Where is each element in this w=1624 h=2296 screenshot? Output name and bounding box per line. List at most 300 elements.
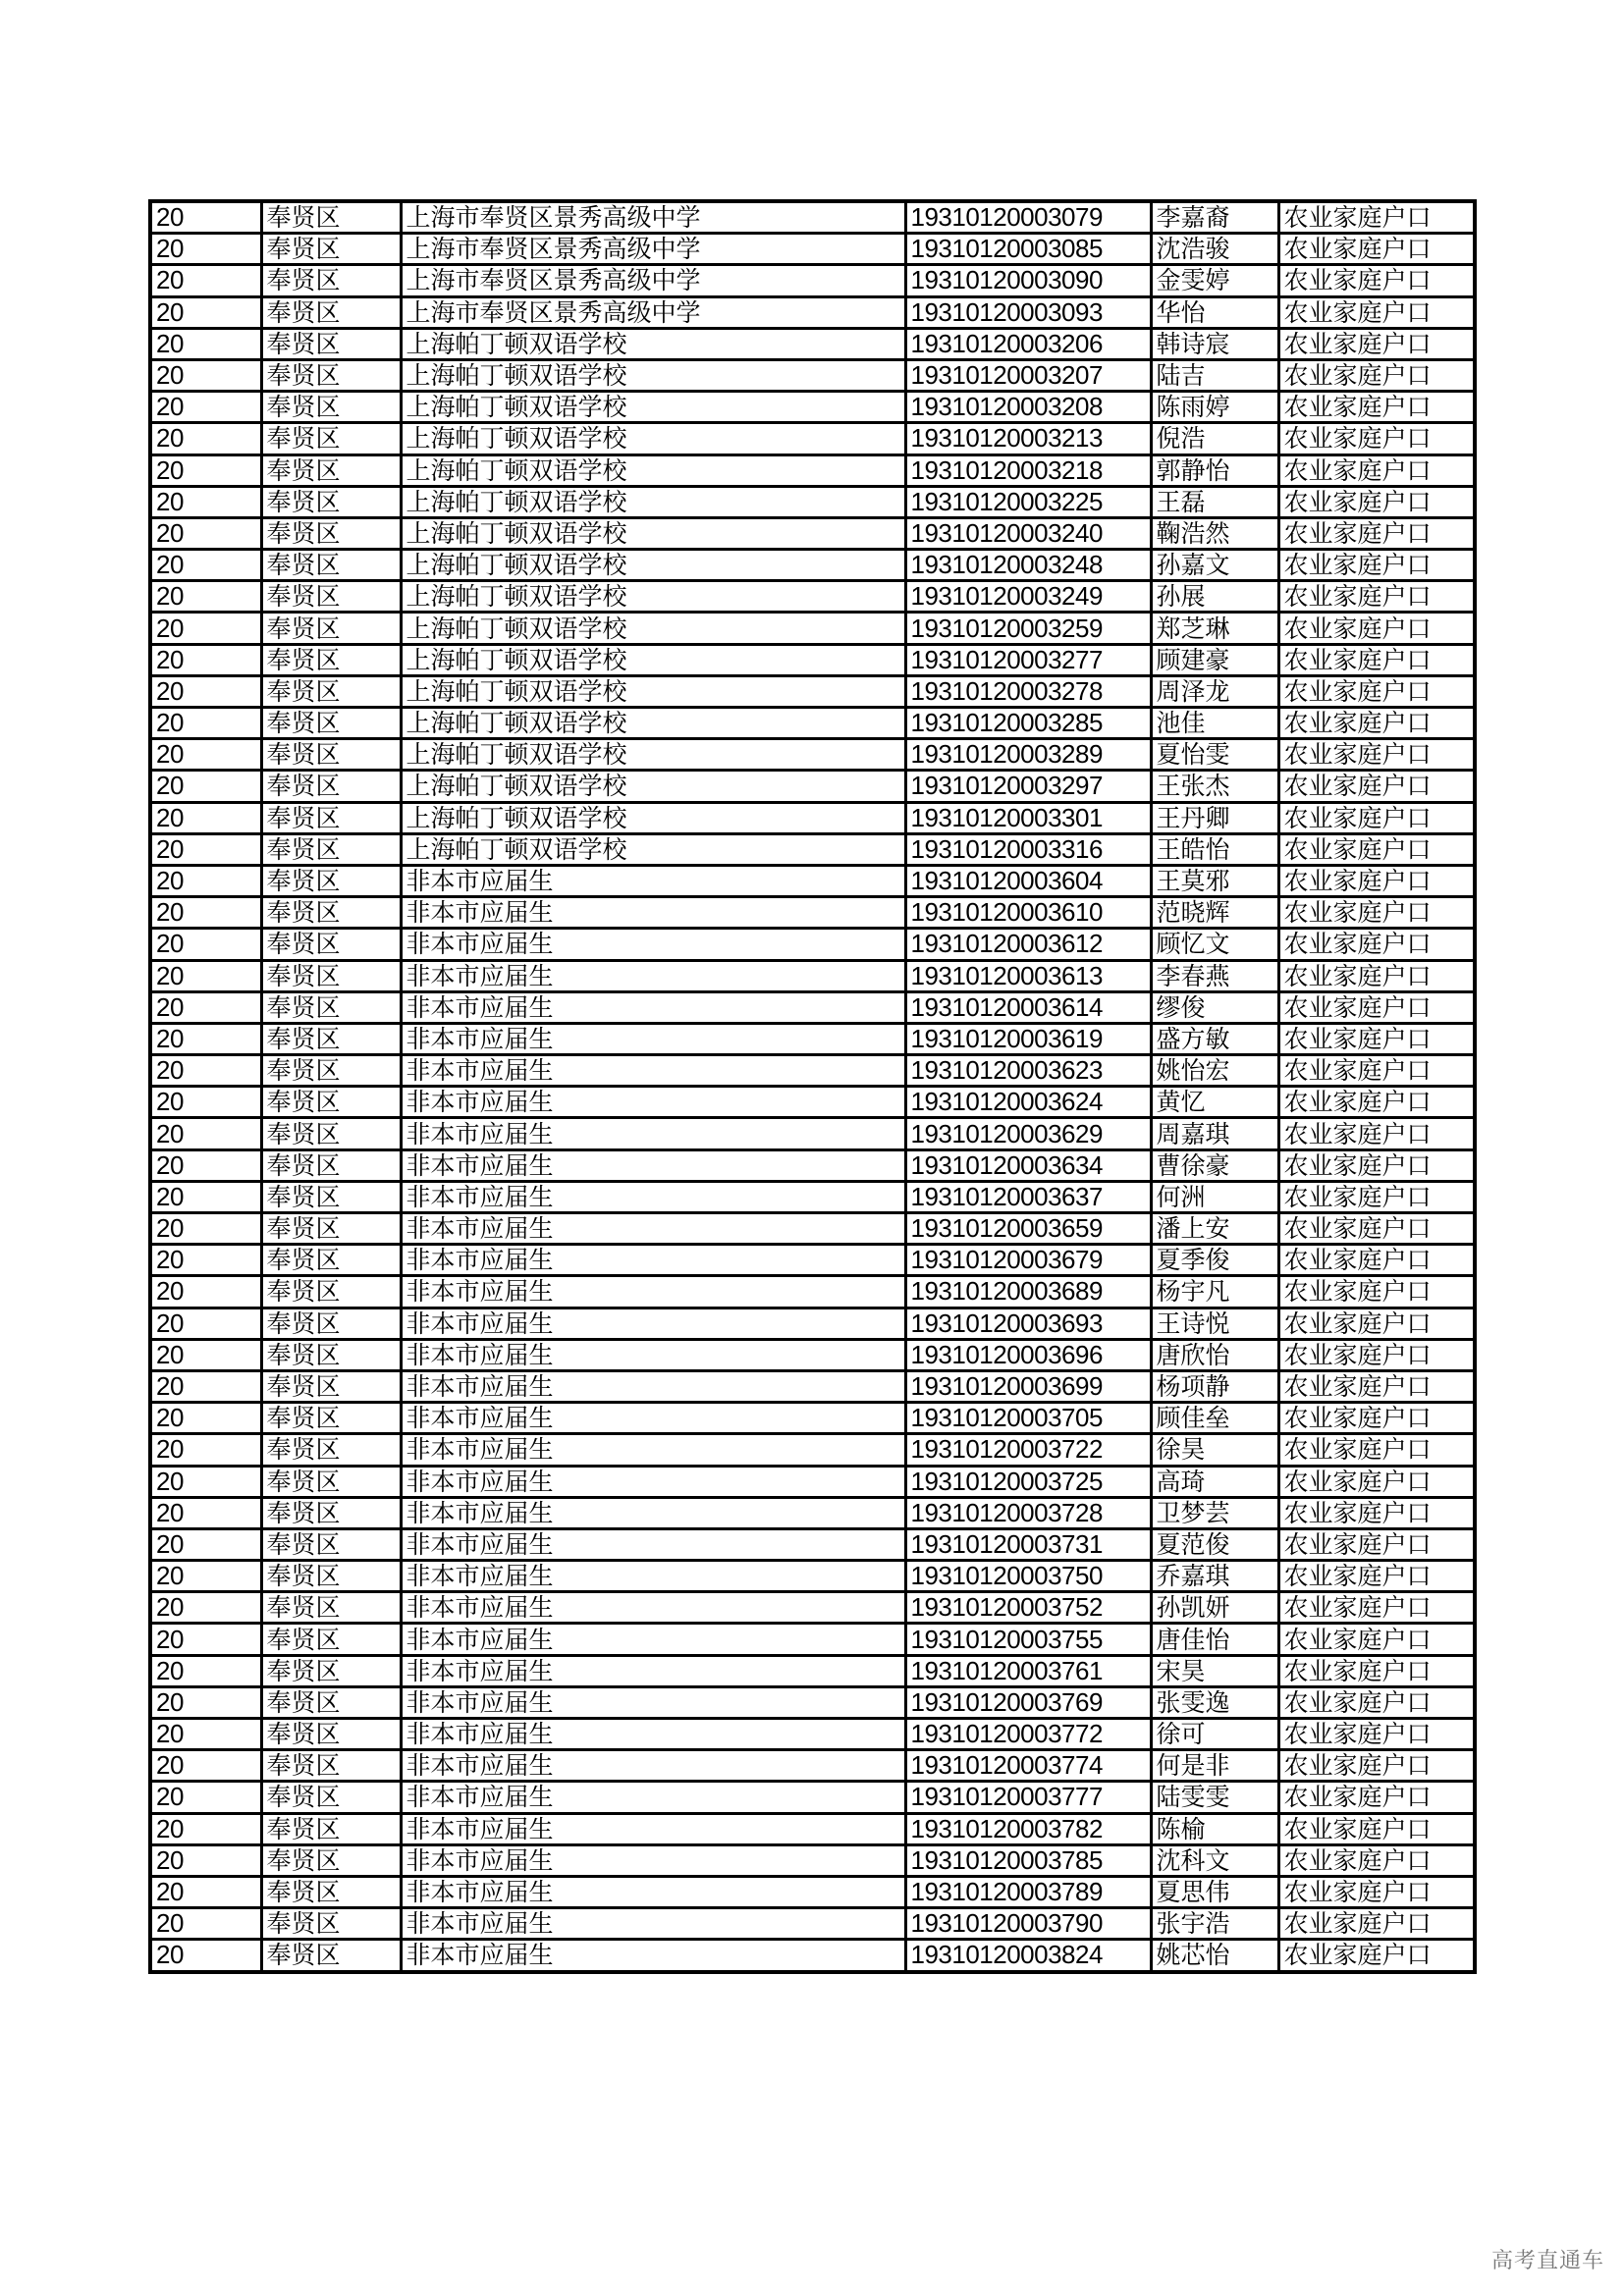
district-cell: 奉贤区 xyxy=(261,1308,401,1339)
school-cell: 上海帕丁顿双语学校 xyxy=(401,550,905,581)
district-cell: 奉贤区 xyxy=(261,1528,401,1560)
code-cell: 20 xyxy=(150,296,261,328)
table-row xyxy=(150,1497,1475,1528)
code-cell: 20 xyxy=(150,1528,261,1560)
table-row xyxy=(150,1149,1475,1181)
exam-id-cell: 19310120003208 xyxy=(905,392,1151,423)
household-type-cell: 农业家庭户口 xyxy=(1278,1561,1475,1592)
name-cell: 夏季俊 xyxy=(1151,1245,1278,1276)
household-type-cell: 农业家庭户口 xyxy=(1278,423,1475,454)
table-row xyxy=(150,581,1475,613)
table-row xyxy=(150,517,1475,549)
district-cell: 奉贤区 xyxy=(261,1497,401,1528)
household-type-cell: 农业家庭户口 xyxy=(1278,675,1475,707)
name-cell: 姚芯怡 xyxy=(1151,1940,1278,1972)
table-row xyxy=(150,1908,1475,1940)
table-row xyxy=(150,1403,1475,1434)
school-cell: 非本市应届生 xyxy=(401,1308,905,1339)
table-row xyxy=(150,1624,1475,1655)
name-cell: 沈科文 xyxy=(1151,1844,1278,1876)
district-cell: 奉贤区 xyxy=(261,1624,401,1655)
school-cell: 非本市应届生 xyxy=(401,1403,905,1434)
household-type-cell: 农业家庭户口 xyxy=(1278,1528,1475,1560)
exam-id-cell: 19310120003316 xyxy=(905,833,1151,865)
household-type-cell: 农业家庭户口 xyxy=(1278,1719,1475,1750)
school-cell: 非本市应届生 xyxy=(401,1592,905,1624)
household-type-cell: 农业家庭户口 xyxy=(1278,708,1475,739)
code-cell: 20 xyxy=(150,392,261,423)
household-type-cell: 农业家庭户口 xyxy=(1278,1497,1475,1528)
table-row xyxy=(150,1087,1475,1118)
code-cell: 20 xyxy=(150,802,261,833)
district-cell: 奉贤区 xyxy=(261,1339,401,1370)
table-row xyxy=(150,1118,1475,1149)
code-cell: 20 xyxy=(150,1719,261,1750)
table-row xyxy=(150,1276,1475,1308)
table-row xyxy=(150,423,1475,454)
name-cell: 高琦 xyxy=(1151,1466,1278,1497)
district-cell: 奉贤区 xyxy=(261,1750,401,1782)
district-cell: 奉贤区 xyxy=(261,644,401,675)
name-cell: 鞠浩然 xyxy=(1151,517,1278,549)
table-row xyxy=(150,675,1475,707)
school-cell: 上海市奉贤区景秀高级中学 xyxy=(401,265,905,296)
name-cell: 卫梦芸 xyxy=(1151,1497,1278,1528)
exam-id-cell: 19310120003731 xyxy=(905,1528,1151,1560)
school-cell: 非本市应届生 xyxy=(401,1276,905,1308)
household-type-cell: 农业家庭户口 xyxy=(1278,865,1475,896)
table-row xyxy=(150,1023,1475,1054)
name-cell: 乔嘉琪 xyxy=(1151,1561,1278,1592)
school-cell: 非本市应届生 xyxy=(401,1149,905,1181)
school-cell: 非本市应届生 xyxy=(401,1876,905,1907)
code-cell: 20 xyxy=(150,991,261,1023)
exam-id-cell: 19310120003278 xyxy=(905,675,1151,707)
household-type-cell: 农业家庭户口 xyxy=(1278,265,1475,296)
district-cell: 奉贤区 xyxy=(261,1655,401,1686)
district-cell: 奉贤区 xyxy=(261,359,401,391)
table-row xyxy=(150,897,1475,929)
exam-id-cell: 19310120003752 xyxy=(905,1592,1151,1624)
code-cell: 20 xyxy=(150,1592,261,1624)
name-cell: 金雯婷 xyxy=(1151,265,1278,296)
code-cell: 20 xyxy=(150,550,261,581)
exam-id-cell: 19310120003705 xyxy=(905,1403,1151,1434)
code-cell: 20 xyxy=(150,897,261,929)
school-cell: 非本市应届生 xyxy=(401,960,905,991)
name-cell: 姚怡宏 xyxy=(1151,1055,1278,1087)
name-cell: 宋昊 xyxy=(1151,1655,1278,1686)
district-cell: 奉贤区 xyxy=(261,1181,401,1212)
school-cell: 上海帕丁顿双语学校 xyxy=(401,454,905,486)
table-row xyxy=(150,1719,1475,1750)
household-type-cell: 农业家庭户口 xyxy=(1278,897,1475,929)
exam-id-cell: 19310120003206 xyxy=(905,328,1151,359)
household-type-cell: 农业家庭户口 xyxy=(1278,1876,1475,1907)
exam-id-cell: 19310120003093 xyxy=(905,296,1151,328)
district-cell: 奉贤区 xyxy=(261,328,401,359)
school-cell: 上海帕丁顿双语学校 xyxy=(401,644,905,675)
code-cell: 20 xyxy=(150,739,261,771)
table-row xyxy=(150,1813,1475,1844)
table-row xyxy=(150,1213,1475,1245)
household-type-cell: 农业家庭户口 xyxy=(1278,1624,1475,1655)
household-type-cell: 农业家庭户口 xyxy=(1278,234,1475,265)
exam-id-cell: 19310120003297 xyxy=(905,771,1151,802)
code-cell: 20 xyxy=(150,1276,261,1308)
exam-id-cell: 19310120003207 xyxy=(905,359,1151,391)
school-cell: 上海帕丁顿双语学校 xyxy=(401,802,905,833)
name-cell: 夏思伟 xyxy=(1151,1876,1278,1907)
district-cell: 奉贤区 xyxy=(261,1149,401,1181)
table-row xyxy=(150,1339,1475,1370)
household-type-cell: 农业家庭户口 xyxy=(1278,392,1475,423)
household-type-cell: 农业家庭户口 xyxy=(1278,833,1475,865)
name-cell: 孙嘉文 xyxy=(1151,550,1278,581)
district-cell: 奉贤区 xyxy=(261,739,401,771)
household-type-cell: 农业家庭户口 xyxy=(1278,802,1475,833)
name-cell: 王张杰 xyxy=(1151,771,1278,802)
household-type-cell: 农业家庭户口 xyxy=(1278,929,1475,960)
table-row xyxy=(150,296,1475,328)
exam-id-cell: 19310120003624 xyxy=(905,1087,1151,1118)
exam-id-cell: 19310120003225 xyxy=(905,486,1151,517)
district-cell: 奉贤区 xyxy=(261,1087,401,1118)
household-type-cell: 农业家庭户口 xyxy=(1278,1686,1475,1718)
table-row xyxy=(150,865,1475,896)
district-cell: 奉贤区 xyxy=(261,1434,401,1466)
code-cell: 20 xyxy=(150,1940,261,1972)
exam-id-cell: 19310120003289 xyxy=(905,739,1151,771)
household-type-cell: 农业家庭户口 xyxy=(1278,644,1475,675)
code-cell: 20 xyxy=(150,1308,261,1339)
school-cell: 非本市应届生 xyxy=(401,865,905,896)
household-type-cell: 农业家庭户口 xyxy=(1278,1592,1475,1624)
household-type-cell: 农业家庭户口 xyxy=(1278,201,1475,234)
district-cell: 奉贤区 xyxy=(261,1561,401,1592)
table-row xyxy=(150,454,1475,486)
code-cell: 20 xyxy=(150,1055,261,1087)
school-cell: 非本市应届生 xyxy=(401,1118,905,1149)
code-cell: 20 xyxy=(150,234,261,265)
code-cell: 20 xyxy=(150,1023,261,1054)
household-type-cell: 农业家庭户口 xyxy=(1278,1308,1475,1339)
code-cell: 20 xyxy=(150,1181,261,1212)
exam-id-cell: 19310120003689 xyxy=(905,1276,1151,1308)
table-row xyxy=(150,392,1475,423)
household-type-cell: 农业家庭户口 xyxy=(1278,771,1475,802)
household-type-cell: 农业家庭户口 xyxy=(1278,1813,1475,1844)
table-row xyxy=(150,1655,1475,1686)
school-cell: 非本市应届生 xyxy=(401,1370,905,1402)
school-cell: 上海市奉贤区景秀高级中学 xyxy=(401,234,905,265)
school-cell: 上海市奉贤区景秀高级中学 xyxy=(401,296,905,328)
table-row xyxy=(150,1686,1475,1718)
code-cell: 20 xyxy=(150,1118,261,1149)
name-cell: 缪俊 xyxy=(1151,991,1278,1023)
name-cell: 李嘉裔 xyxy=(1151,201,1278,234)
exam-id-cell: 19310120003259 xyxy=(905,613,1151,644)
district-cell: 奉贤区 xyxy=(261,265,401,296)
name-cell: 王磊 xyxy=(1151,486,1278,517)
table-row xyxy=(150,359,1475,391)
district-cell: 奉贤区 xyxy=(261,423,401,454)
exam-id-cell: 19310120003629 xyxy=(905,1118,1151,1149)
name-cell: 陈雨婷 xyxy=(1151,392,1278,423)
district-cell: 奉贤区 xyxy=(261,201,401,234)
code-cell: 20 xyxy=(150,1624,261,1655)
household-type-cell: 农业家庭户口 xyxy=(1278,1023,1475,1054)
district-cell: 奉贤区 xyxy=(261,550,401,581)
name-cell: 顾建豪 xyxy=(1151,644,1278,675)
household-type-cell: 农业家庭户口 xyxy=(1278,1276,1475,1308)
code-cell: 20 xyxy=(150,1149,261,1181)
code-cell: 20 xyxy=(150,1087,261,1118)
school-cell: 上海帕丁顿双语学校 xyxy=(401,833,905,865)
district-cell: 奉贤区 xyxy=(261,234,401,265)
household-type-cell: 农业家庭户口 xyxy=(1278,1055,1475,1087)
school-cell: 上海帕丁顿双语学校 xyxy=(401,771,905,802)
code-cell: 20 xyxy=(150,201,261,234)
table-row xyxy=(150,1181,1475,1212)
exam-id-cell: 19310120003285 xyxy=(905,708,1151,739)
name-cell: 孙展 xyxy=(1151,581,1278,613)
name-cell: 孙凯妍 xyxy=(1151,1592,1278,1624)
code-cell: 20 xyxy=(150,1213,261,1245)
table-row xyxy=(150,1434,1475,1466)
code-cell: 20 xyxy=(150,517,261,549)
exam-id-cell: 19310120003610 xyxy=(905,897,1151,929)
district-cell: 奉贤区 xyxy=(261,991,401,1023)
exam-id-cell: 19310120003240 xyxy=(905,517,1151,549)
district-cell: 奉贤区 xyxy=(261,1686,401,1718)
exam-id-cell: 19310120003659 xyxy=(905,1213,1151,1245)
household-type-cell: 农业家庭户口 xyxy=(1278,1750,1475,1782)
name-cell: 张宇浩 xyxy=(1151,1908,1278,1940)
code-cell: 20 xyxy=(150,644,261,675)
exam-id-cell: 19310120003755 xyxy=(905,1624,1151,1655)
district-cell: 奉贤区 xyxy=(261,929,401,960)
name-cell: 池佳 xyxy=(1151,708,1278,739)
exam-id-cell: 19310120003725 xyxy=(905,1466,1151,1497)
district-cell: 奉贤区 xyxy=(261,1245,401,1276)
table-row xyxy=(150,708,1475,739)
exam-id-cell: 19310120003699 xyxy=(905,1370,1151,1402)
district-cell: 奉贤区 xyxy=(261,517,401,549)
code-cell: 20 xyxy=(150,1403,261,1434)
household-type-cell: 农业家庭户口 xyxy=(1278,960,1475,991)
school-cell: 上海市奉贤区景秀高级中学 xyxy=(401,201,905,234)
exam-id-cell: 19310120003728 xyxy=(905,1497,1151,1528)
household-type-cell: 农业家庭户口 xyxy=(1278,1181,1475,1212)
name-cell: 王皓怡 xyxy=(1151,833,1278,865)
code-cell: 20 xyxy=(150,708,261,739)
exam-id-cell: 19310120003774 xyxy=(905,1750,1151,1782)
household-type-cell: 农业家庭户口 xyxy=(1278,581,1475,613)
watermark: 高考直通车 xyxy=(1490,2249,1604,2273)
household-type-cell: 农业家庭户口 xyxy=(1278,1940,1475,1972)
table-row xyxy=(150,991,1475,1023)
exam-id-cell: 19310120003693 xyxy=(905,1308,1151,1339)
household-type-cell: 农业家庭户口 xyxy=(1278,1908,1475,1940)
exam-id-cell: 19310120003777 xyxy=(905,1782,1151,1813)
code-cell: 20 xyxy=(150,771,261,802)
school-cell: 上海帕丁顿双语学校 xyxy=(401,675,905,707)
name-cell: 王莫邪 xyxy=(1151,865,1278,896)
table-row xyxy=(150,486,1475,517)
school-cell: 非本市应届生 xyxy=(401,1750,905,1782)
name-cell: 韩诗宸 xyxy=(1151,328,1278,359)
school-cell: 非本市应届生 xyxy=(401,1940,905,1972)
exam-id-cell: 19310120003612 xyxy=(905,929,1151,960)
exam-id-cell: 19310120003623 xyxy=(905,1055,1151,1087)
name-cell: 周泽龙 xyxy=(1151,675,1278,707)
name-cell: 陆雯雯 xyxy=(1151,1782,1278,1813)
household-type-cell: 农业家庭户口 xyxy=(1278,1087,1475,1118)
name-cell: 倪浩 xyxy=(1151,423,1278,454)
name-cell: 杨项静 xyxy=(1151,1370,1278,1402)
school-cell: 非本市应届生 xyxy=(401,1908,905,1940)
name-cell: 王丹卿 xyxy=(1151,802,1278,833)
code-cell: 20 xyxy=(150,960,261,991)
table-row xyxy=(150,550,1475,581)
district-cell: 奉贤区 xyxy=(261,1055,401,1087)
school-cell: 非本市应届生 xyxy=(401,1055,905,1087)
code-cell: 20 xyxy=(150,1876,261,1907)
household-type-cell: 农业家庭户口 xyxy=(1278,1339,1475,1370)
name-cell: 王诗悦 xyxy=(1151,1308,1278,1339)
district-cell: 奉贤区 xyxy=(261,1592,401,1624)
district-cell: 奉贤区 xyxy=(261,960,401,991)
name-cell: 潘上安 xyxy=(1151,1213,1278,1245)
table-row xyxy=(150,1844,1475,1876)
name-cell: 沈浩骏 xyxy=(1151,234,1278,265)
household-type-cell: 农业家庭户口 xyxy=(1278,991,1475,1023)
school-cell: 上海帕丁顿双语学校 xyxy=(401,708,905,739)
school-cell: 非本市应届生 xyxy=(401,1561,905,1592)
district-cell: 奉贤区 xyxy=(261,1466,401,1497)
exam-id-cell: 19310120003696 xyxy=(905,1339,1151,1370)
school-cell: 上海帕丁顿双语学校 xyxy=(401,359,905,391)
name-cell: 徐可 xyxy=(1151,1719,1278,1750)
household-type-cell: 农业家庭户口 xyxy=(1278,1782,1475,1813)
household-type-cell: 农业家庭户口 xyxy=(1278,1245,1475,1276)
exam-id-cell: 19310120003634 xyxy=(905,1149,1151,1181)
table-row xyxy=(150,1308,1475,1339)
code-cell: 20 xyxy=(150,1370,261,1402)
school-cell: 上海帕丁顿双语学校 xyxy=(401,486,905,517)
school-cell: 非本市应届生 xyxy=(401,1181,905,1212)
name-cell: 陆吉 xyxy=(1151,359,1278,391)
school-cell: 非本市应届生 xyxy=(401,1528,905,1560)
household-type-cell: 农业家庭户口 xyxy=(1278,296,1475,328)
exam-id-cell: 19310120003090 xyxy=(905,265,1151,296)
district-cell: 奉贤区 xyxy=(261,1276,401,1308)
code-cell: 20 xyxy=(150,1782,261,1813)
code-cell: 20 xyxy=(150,1339,261,1370)
school-cell: 上海帕丁顿双语学校 xyxy=(401,517,905,549)
school-cell: 非本市应届生 xyxy=(401,1023,905,1054)
exam-id-cell: 19310120003679 xyxy=(905,1245,1151,1276)
name-cell: 顾忆文 xyxy=(1151,929,1278,960)
household-type-cell: 农业家庭户口 xyxy=(1278,1213,1475,1245)
district-cell: 奉贤区 xyxy=(261,1403,401,1434)
table-row xyxy=(150,1750,1475,1782)
exam-id-cell: 19310120003604 xyxy=(905,865,1151,896)
district-cell: 奉贤区 xyxy=(261,865,401,896)
table-row xyxy=(150,1245,1475,1276)
school-cell: 非本市应届生 xyxy=(401,1087,905,1118)
name-cell: 杨宇凡 xyxy=(1151,1276,1278,1308)
name-cell: 陈榆 xyxy=(1151,1813,1278,1844)
household-type-cell: 农业家庭户口 xyxy=(1278,328,1475,359)
school-cell: 上海帕丁顿双语学校 xyxy=(401,328,905,359)
table-row xyxy=(150,929,1475,960)
code-cell: 20 xyxy=(150,359,261,391)
district-cell: 奉贤区 xyxy=(261,454,401,486)
household-type-cell: 农业家庭户口 xyxy=(1278,1434,1475,1466)
table-row xyxy=(150,771,1475,802)
table-row xyxy=(150,265,1475,296)
household-type-cell: 农业家庭户口 xyxy=(1278,1466,1475,1497)
school-cell: 非本市应届生 xyxy=(401,1844,905,1876)
name-cell: 唐欣怡 xyxy=(1151,1339,1278,1370)
exam-id-cell: 19310120003824 xyxy=(905,1940,1151,1972)
table-row xyxy=(150,802,1475,833)
code-cell: 20 xyxy=(150,454,261,486)
table-row xyxy=(150,201,1475,234)
exam-id-cell: 19310120003637 xyxy=(905,1181,1151,1212)
district-cell: 奉贤区 xyxy=(261,1908,401,1940)
exam-id-cell: 19310120003761 xyxy=(905,1655,1151,1686)
name-cell: 张雯逸 xyxy=(1151,1686,1278,1718)
district-cell: 奉贤区 xyxy=(261,1844,401,1876)
student-list-table xyxy=(148,199,1477,1974)
code-cell: 20 xyxy=(150,1561,261,1592)
school-cell: 非本市应届生 xyxy=(401,1339,905,1370)
school-cell: 非本市应届生 xyxy=(401,929,905,960)
district-cell: 奉贤区 xyxy=(261,1782,401,1813)
code-cell: 20 xyxy=(150,1655,261,1686)
household-type-cell: 农业家庭户口 xyxy=(1278,1370,1475,1402)
school-cell: 非本市应届生 xyxy=(401,1813,905,1844)
table-row xyxy=(150,960,1475,991)
code-cell: 20 xyxy=(150,581,261,613)
code-cell: 20 xyxy=(150,423,261,454)
code-cell: 20 xyxy=(150,675,261,707)
school-cell: 上海帕丁顿双语学校 xyxy=(401,613,905,644)
school-cell: 非本市应届生 xyxy=(401,1434,905,1466)
district-cell: 奉贤区 xyxy=(261,708,401,739)
district-cell: 奉贤区 xyxy=(261,1213,401,1245)
code-cell: 20 xyxy=(150,1434,261,1466)
household-type-cell: 农业家庭户口 xyxy=(1278,739,1475,771)
name-cell: 徐昊 xyxy=(1151,1434,1278,1466)
table-row xyxy=(150,739,1475,771)
name-cell: 曹徐豪 xyxy=(1151,1149,1278,1181)
school-cell: 上海帕丁顿双语学校 xyxy=(401,423,905,454)
name-cell: 唐佳怡 xyxy=(1151,1624,1278,1655)
code-cell: 20 xyxy=(150,613,261,644)
table-row xyxy=(150,833,1475,865)
school-cell: 非本市应届生 xyxy=(401,1719,905,1750)
district-cell: 奉贤区 xyxy=(261,771,401,802)
code-cell: 20 xyxy=(150,1750,261,1782)
exam-id-cell: 19310120003782 xyxy=(905,1813,1151,1844)
exam-id-cell: 19310120003613 xyxy=(905,960,1151,991)
exam-id-cell: 19310120003785 xyxy=(905,1844,1151,1876)
table-row xyxy=(150,1876,1475,1907)
